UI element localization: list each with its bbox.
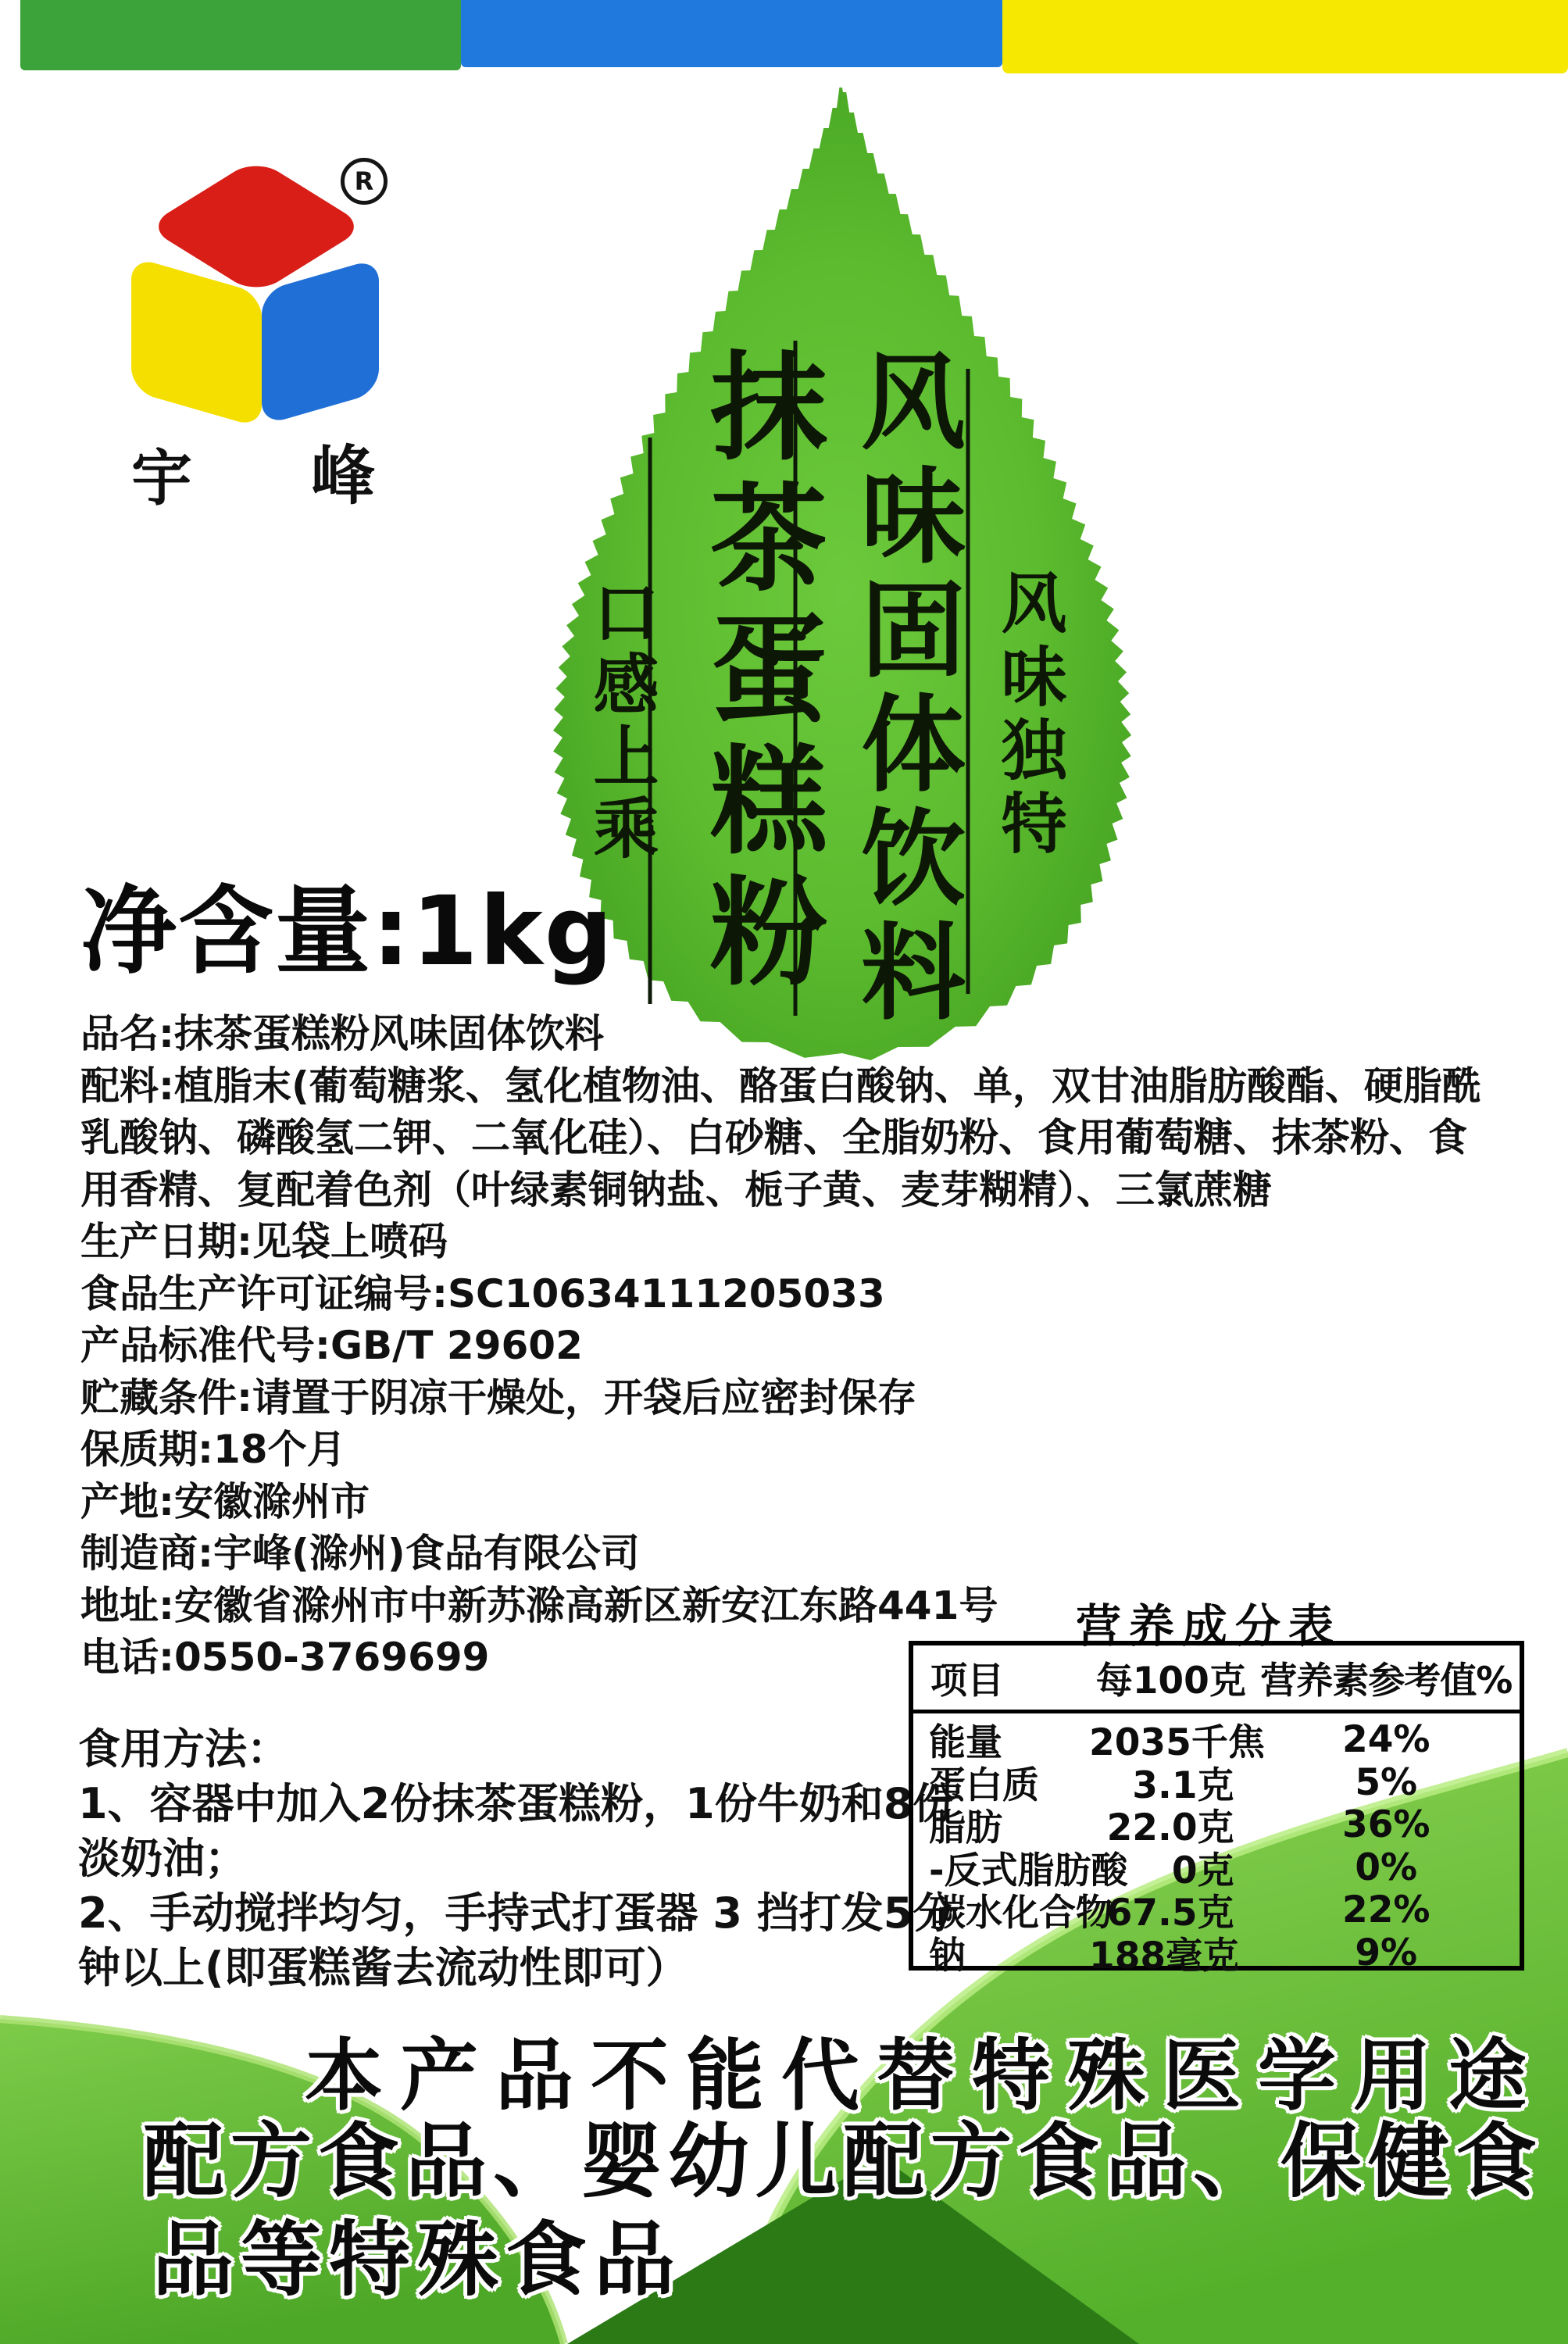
nutrition-cell: 3.1克 (1132, 1763, 1234, 1807)
nutrition-table (909, 1641, 1524, 1978)
info-line-5: 食品生产许可证编号:SC10634111205033 (80, 1270, 885, 1317)
nutrition-row-1 (913, 1756, 1520, 1807)
usage-instructions-block (78, 1722, 955, 1996)
logo-cube-right-face (262, 258, 379, 426)
info-line-12: 电话:0550-3769699 (80, 1635, 490, 1680)
product-info-block (80, 1008, 1481, 1684)
leaf-product-name-line2: 风味固体饮料 (844, 347, 966, 1031)
nutrition-row-2 (913, 1799, 1520, 1850)
usage-line-4: 钟以上(即蛋糕酱去流动性即可） (78, 1943, 688, 1992)
nutrition-cell: 36% (1342, 1803, 1430, 1847)
nutrition-cell: 67.5克 (1106, 1892, 1234, 1935)
nutrition-row-4 (913, 1884, 1520, 1935)
nutrition-cell: 0克 (1171, 1849, 1234, 1892)
nutrition-header-per100g: 每100克 (1095, 1659, 1246, 1703)
nutrition-cell: 2035千焦 (1089, 1721, 1265, 1764)
info-line-8: 保质期:18个月 (80, 1427, 346, 1472)
strip-green-segment (20, 0, 461, 70)
warning-line-1: 本产品不能代替特殊医学用途 (305, 2030, 1544, 2121)
nutrition-cell: 钠 (929, 1934, 966, 1978)
info-line-4: 生产日期:见袋上喷码 (80, 1219, 448, 1264)
warning-line-2: 配方食品、婴幼儿配方食品、保健食 (143, 2114, 1544, 2209)
registered-trademark-icon: R (341, 158, 388, 205)
leaf-product-name-line1: 抹茶蛋糕粉 (690, 345, 826, 1002)
top-color-strip (20, 0, 1568, 78)
strip-yellow-segment (1002, 0, 1568, 73)
info-line-7: 贮藏条件:请置于阴凉干燥处，开袋后应密封保存 (80, 1374, 916, 1420)
nutrition-cell: 蛋白质 (929, 1763, 1039, 1807)
nutrition-row-0 (913, 1713, 1520, 1764)
nutrition-header-nrv: 营养素参考值% (1260, 1659, 1513, 1703)
leaf-slogan-left: 口感上乘 (583, 578, 659, 866)
usage-line-2: 淡奶油； (78, 1834, 247, 1883)
net-weight: 净含量:1kg (81, 876, 615, 987)
nutrition-cell: 24% (1342, 1718, 1430, 1761)
usage-line-1: 1、容器中加入2份抹茶蛋糕粉，1份牛奶和8份 (78, 1779, 955, 1828)
nutrition-cell: 能量 (929, 1721, 1002, 1764)
nutrition-cell: 0% (1355, 1846, 1418, 1889)
info-line-11: 地址:安徽省滁州市中新苏滁高新区新安江东路441号 (80, 1582, 998, 1628)
usage-line-3: 2、手动搅拌均匀，手持式打蛋器 3 挡打发5分 (78, 1888, 955, 1938)
nutrition-table-title: 营养成分表 (1076, 1599, 1342, 1653)
brand-logo-cube (131, 158, 379, 428)
nutrition-row-5 (913, 1927, 1520, 1978)
nutrition-table-header (913, 1645, 1520, 1713)
nutrition-cell: 碳水化合物 (929, 1892, 1113, 1935)
nutrition-cell: 5% (1355, 1760, 1418, 1804)
info-line-6: 产品标准代号:GB/T 29602 (80, 1323, 583, 1368)
info-line-2: 乳酸钠、磷酸氢二钾、二氧化硅）、白砂糖、全脂奶粉、食用葡萄糖、抹茶粉、食 (80, 1115, 1467, 1160)
usage-line-0: 食用方法： (78, 1724, 289, 1774)
nutrition-cell: 22.0克 (1106, 1806, 1234, 1850)
leaf-slogan-right: 风味独特 (991, 569, 1067, 863)
nutrition-cell: 9% (1355, 1931, 1418, 1974)
info-line-10: 制造商:宇峰(滁州)食品有限公司 (80, 1531, 640, 1576)
strip-blue-segment (461, 0, 1002, 67)
nutrition-cell: 脂肪 (929, 1806, 1002, 1850)
nutrition-row-3 (913, 1842, 1520, 1892)
nutrition-header-item: 项目 (930, 1659, 1004, 1703)
brand-name-char-2: 峰 (311, 439, 376, 513)
info-line-9: 产地:安徽滁州市 (80, 1478, 370, 1524)
info-line-3: 用香精、复配着色剂（叶绿素铜钠盐、栀子黄、麦芽糊精）、三氯蔗糖 (80, 1167, 1272, 1213)
nutrition-table-body (913, 1713, 1520, 1978)
info-line-0: 品名:抹茶蛋糕粉风味固体饮料 (80, 1011, 604, 1056)
info-line-1: 配料:植脂末(葡萄糖浆、氢化植物油、酪蛋白酸钠、单，双甘油脂肪酸酯、硬脂酰 (80, 1063, 1481, 1109)
brand-name-char-1: 宇 (131, 444, 193, 514)
nutrition-cell: -反式脂肪酸 (929, 1849, 1128, 1892)
nutrition-cell: 188毫克 (1089, 1934, 1240, 1978)
warning-line-3: 品等特殊食品 (152, 2212, 683, 2307)
nutrition-cell: 22% (1342, 1888, 1430, 1932)
